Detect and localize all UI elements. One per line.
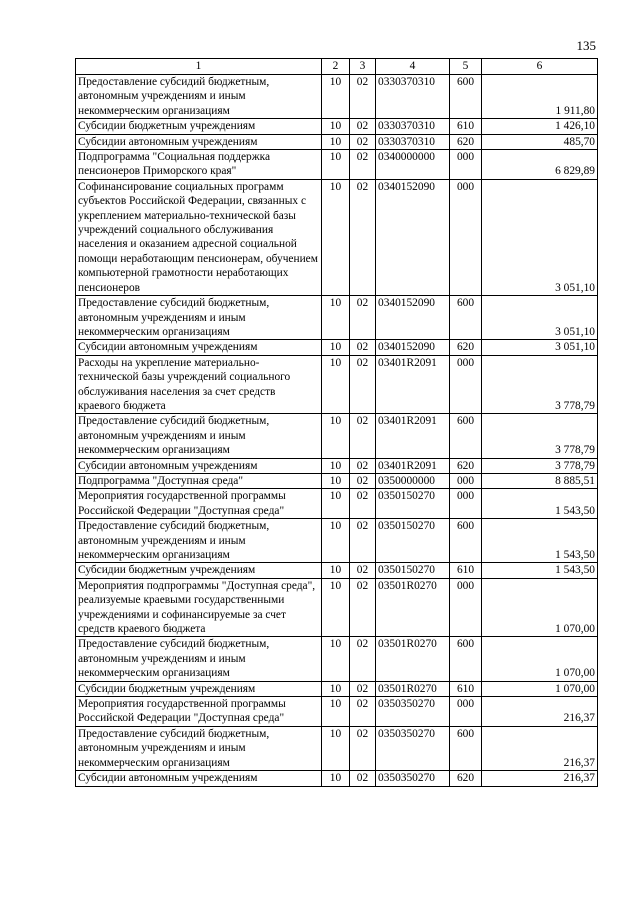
target-article-cell: 0350150270 [376,519,450,563]
section-cell: 10 [322,771,350,786]
budget-table [75,58,598,787]
amount-cell: 3 051,10 [482,340,598,355]
table-row [76,697,598,727]
table-row [76,771,598,786]
subsection-cell: 02 [350,414,376,458]
target-article-cell: 0330370310 [376,75,450,119]
row-name-cell: Предоставление субсидий бюджетным, автономным учреждениям и иным некоммерческим организациям [76,75,322,119]
row-name-cell: Предоставление субсидий бюджетным, автономным учреждениям и иным некоммерческим организациям [76,637,322,681]
subsection-cell: 02 [350,563,376,578]
row-name-cell: Субсидии бюджетным учреждениям [76,681,322,696]
page-number: 135 [576,38,596,53]
amount-cell: 485,70 [482,134,598,149]
expense-type-cell: 000 [450,179,482,295]
table-row [76,578,598,637]
subsection-cell: 02 [350,458,376,473]
subsection-cell: 02 [350,179,376,295]
amount-cell: 1 070,00 [482,578,598,637]
subsection-cell: 02 [350,771,376,786]
subsection-cell: 02 [350,75,376,119]
row-name-cell: Предоставление субсидий бюджетным, автономным учреждениям и иным некоммерческим организациям [76,519,322,563]
subsection-cell: 02 [350,681,376,696]
section-cell: 10 [322,473,350,488]
expense-type-cell: 600 [450,75,482,119]
row-name-cell: Субсидии бюджетным учреждениям [76,119,322,134]
target-article-cell: 0340152090 [376,340,450,355]
expense-type-cell: 610 [450,681,482,696]
target-article-cell: 0330370310 [376,119,450,134]
target-article-cell: 0340000000 [376,150,450,180]
amount-cell: 1 426,10 [482,119,598,134]
row-name-cell: Расходы на укрепление материально-технической базы учреждений социального обслуживания населения за счет средств краевого бюджета [76,355,322,414]
table-row [76,355,598,414]
row-name-cell: Предоставление субсидий бюджетным, автономным учреждениям и иным некоммерческим организациям [76,726,322,770]
expense-type-cell: 610 [450,119,482,134]
table-row [76,150,598,180]
target-article-cell: 0350350270 [376,771,450,786]
amount-cell: 216,37 [482,726,598,770]
subsection-cell: 02 [350,519,376,563]
row-name-cell: Софинансирование социальных программ субъектов Российской Федерации, связанных с укреплением материально-технической базы учреждений социального обслуживания населения и оказанием адресной социальной помощи неработающим пенсионерам, обучением компьютерной грамотности неработающих пенсионеров [76,179,322,295]
row-name-cell: Субсидии автономным учреждениям [76,458,322,473]
subsection-cell: 02 [350,697,376,727]
expense-type-cell: 600 [450,414,482,458]
section-cell: 10 [322,134,350,149]
header-col-5: 5 [450,59,482,75]
expense-type-cell: 000 [450,150,482,180]
section-cell: 10 [322,458,350,473]
row-name-cell: Подпрограмма "Доступная среда" [76,473,322,488]
expense-type-cell: 620 [450,134,482,149]
table-row [76,179,598,295]
expense-type-cell: 620 [450,771,482,786]
row-name-cell: Субсидии автономным учреждениям [76,771,322,786]
section-cell: 10 [322,179,350,295]
subsection-cell: 02 [350,296,376,340]
table-row [76,726,598,770]
row-name-cell: Субсидии автономным учреждениям [76,340,322,355]
section-cell: 10 [322,119,350,134]
header-row [76,59,598,75]
target-article-cell: 03401R2091 [376,414,450,458]
section-cell: 10 [322,726,350,770]
table-row [76,489,598,519]
subsection-cell: 02 [350,473,376,488]
amount-cell: 216,37 [482,771,598,786]
target-article-cell: 0350350270 [376,697,450,727]
amount-cell: 1 070,00 [482,681,598,696]
row-name-cell: Мероприятия государственной программы Российской Федерации "Доступная среда" [76,697,322,727]
amount-cell: 8 885,51 [482,473,598,488]
target-article-cell: 0330370310 [376,134,450,149]
header-col-3: 3 [350,59,376,75]
table-row [76,519,598,563]
expense-type-cell: 000 [450,355,482,414]
table-row [76,563,598,578]
section-cell: 10 [322,697,350,727]
target-article-cell: 0340152090 [376,179,450,295]
section-cell: 10 [322,563,350,578]
subsection-cell: 02 [350,489,376,519]
table-row [76,414,598,458]
row-name-cell: Предоставление субсидий бюджетным, автономным учреждениям и иным некоммерческим организациям [76,414,322,458]
target-article-cell: 03401R2091 [376,355,450,414]
expense-type-cell: 620 [450,340,482,355]
row-name-cell: Подпрограмма "Социальная поддержка пенсионеров Приморского края" [76,150,322,180]
header-col-1: 1 [76,59,322,75]
table-row [76,75,598,119]
target-article-cell: 0350000000 [376,473,450,488]
target-article-cell: 0350350270 [376,726,450,770]
header-col-6: 6 [482,59,598,75]
table-row [76,681,598,696]
expense-type-cell: 600 [450,296,482,340]
table-row [76,340,598,355]
subsection-cell: 02 [350,355,376,414]
amount-cell: 1 543,50 [482,489,598,519]
table-row [76,119,598,134]
amount-cell: 1 543,50 [482,519,598,563]
target-article-cell: 03501R0270 [376,681,450,696]
row-name-cell: Субсидии бюджетным учреждениям [76,563,322,578]
header-col-2: 2 [322,59,350,75]
amount-cell: 3 778,79 [482,458,598,473]
row-name-cell: Мероприятия государственной программы Российской Федерации "Доступная среда" [76,489,322,519]
expense-type-cell: 600 [450,519,482,563]
amount-cell: 6 829,89 [482,150,598,180]
expense-type-cell: 600 [450,726,482,770]
table-row [76,296,598,340]
row-name-cell: Субсидии автономным учреждениям [76,134,322,149]
expense-type-cell: 000 [450,489,482,519]
expense-type-cell: 000 [450,578,482,637]
section-cell: 10 [322,75,350,119]
target-article-cell: 03401R2091 [376,458,450,473]
table-row [76,473,598,488]
expense-type-cell: 000 [450,697,482,727]
target-article-cell: 0340152090 [376,296,450,340]
amount-cell: 1 911,80 [482,75,598,119]
table-row [76,458,598,473]
subsection-cell: 02 [350,637,376,681]
subsection-cell: 02 [350,134,376,149]
section-cell: 10 [322,414,350,458]
amount-cell: 3 778,79 [482,414,598,458]
target-article-cell: 0350150270 [376,563,450,578]
amount-cell: 1 070,00 [482,637,598,681]
section-cell: 10 [322,489,350,519]
target-article-cell: 03501R0270 [376,637,450,681]
section-cell: 10 [322,355,350,414]
row-name-cell: Предоставление субсидий бюджетным, автономным учреждениям и иным некоммерческим организациям [76,296,322,340]
expense-type-cell: 000 [450,473,482,488]
amount-cell: 1 543,50 [482,563,598,578]
subsection-cell: 02 [350,150,376,180]
target-article-cell: 03501R0270 [376,578,450,637]
expense-type-cell: 620 [450,458,482,473]
section-cell: 10 [322,296,350,340]
section-cell: 10 [322,637,350,681]
section-cell: 10 [322,519,350,563]
target-article-cell: 0350150270 [376,489,450,519]
expense-type-cell: 600 [450,637,482,681]
table-body [76,75,598,787]
subsection-cell: 02 [350,340,376,355]
expense-type-cell: 610 [450,563,482,578]
table-row [76,637,598,681]
amount-cell: 3 778,79 [482,355,598,414]
section-cell: 10 [322,681,350,696]
section-cell: 10 [322,340,350,355]
subsection-cell: 02 [350,726,376,770]
subsection-cell: 02 [350,578,376,637]
row-name-cell: Мероприятия подпрограммы "Доступная среда", реализуемые краевыми государственными учреждениями и софинансируемые за счет средств краевого бюджета [76,578,322,637]
section-cell: 10 [322,150,350,180]
amount-cell: 3 051,10 [482,179,598,295]
subsection-cell: 02 [350,119,376,134]
section-cell: 10 [322,578,350,637]
header-col-4: 4 [376,59,450,75]
amount-cell: 3 051,10 [482,296,598,340]
table-row [76,134,598,149]
amount-cell: 216,37 [482,697,598,727]
